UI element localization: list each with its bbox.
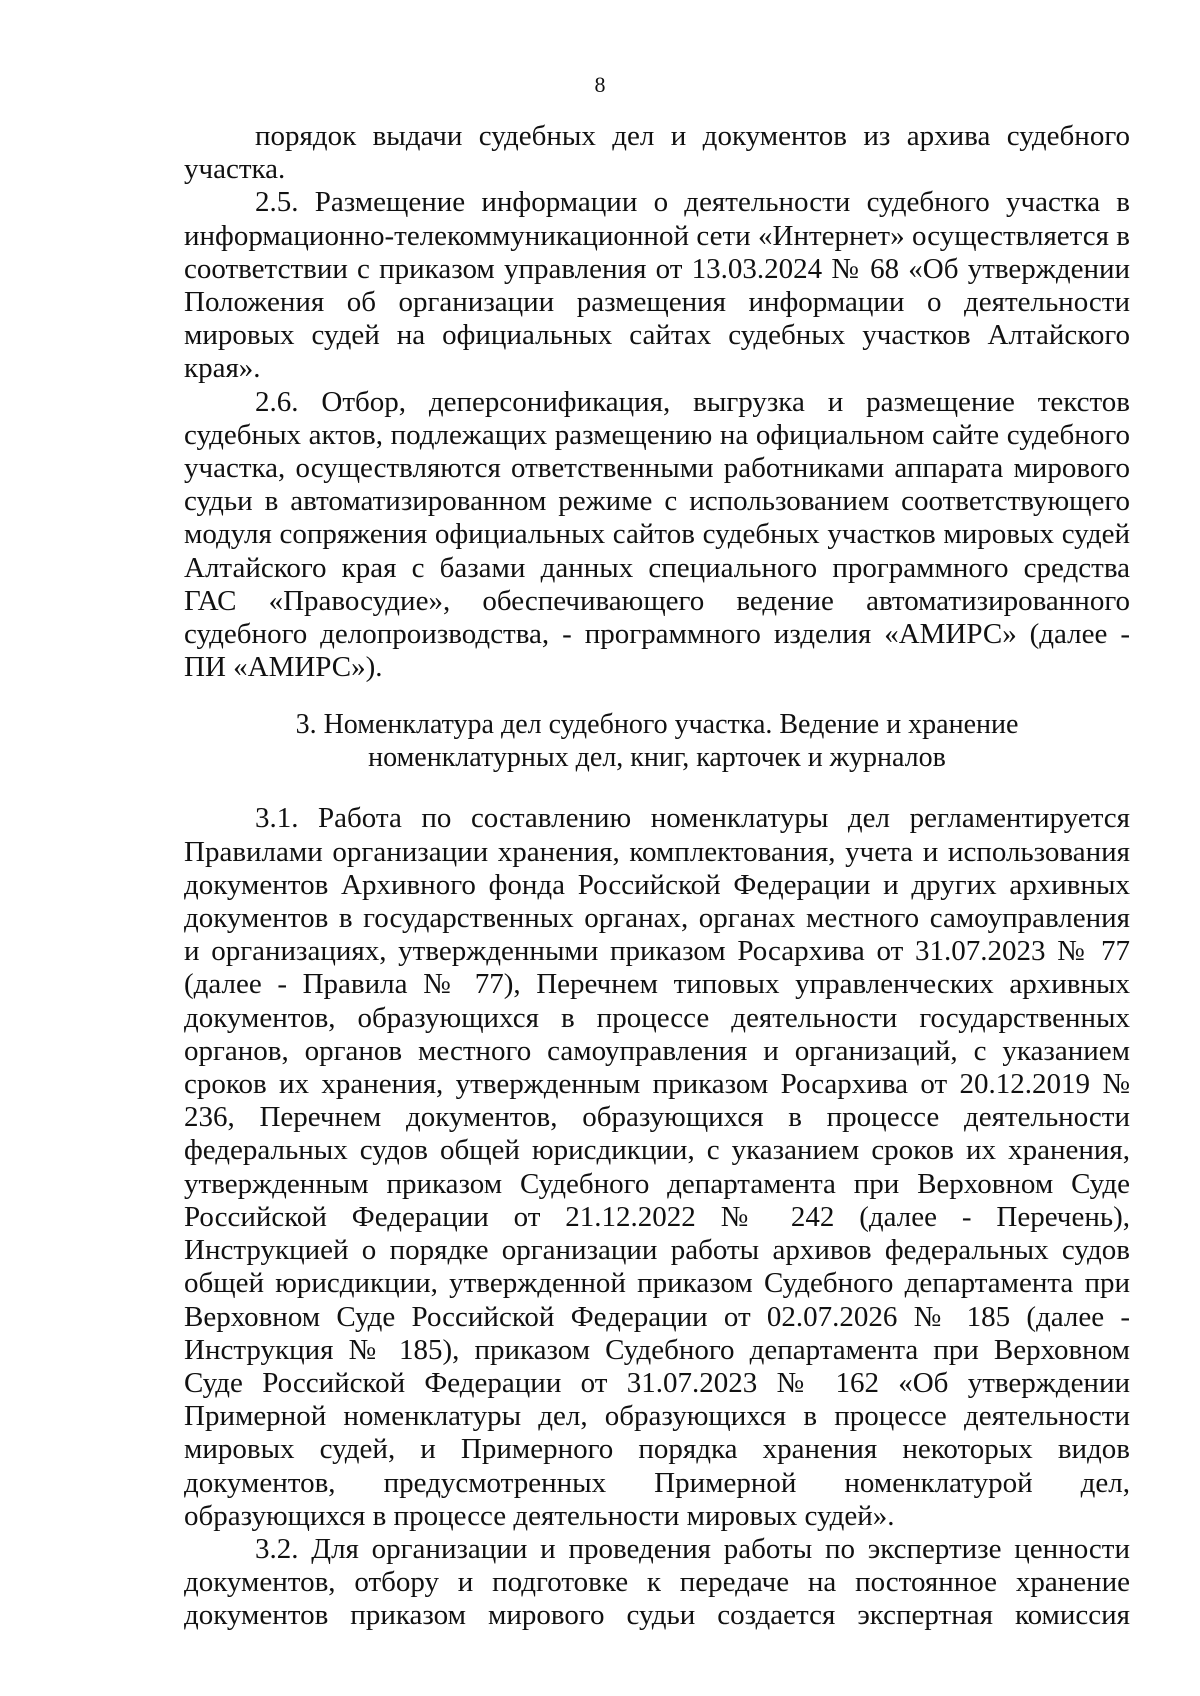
paragraph-2-5: 2.5. Размещение информации о деятельности судебного участка в информационно-телекоммуникационной сети «Интернет» осуществляется в соответствии с приказом управления от 13.03.2024 № 68 «Об утверждении Положения об организации размещения информации о деятельности мировых судей на официальных сайтах судебных участков Алтайского края». xyxy=(184,186,1130,385)
section-heading-line-2: номенклатурных дел, книг, карточек и журналов xyxy=(368,742,946,774)
section-heading-line-1: 3. Номенклатура дел судебного участка. Ведение и хранение xyxy=(295,709,1019,741)
paragraph-continuation: порядок выдачи судебных дел и документов из архива судебного участка. xyxy=(184,120,1130,186)
paragraph-2-6: 2.6. Отбор, деперсонификация, выгрузка и размещение текстов судебных актов, подлежащих размещению на официальном сайте судебного участка, осуществляются ответственными работниками аппарата мирового судьи в автоматизированном режиме с использованием соответствующего модуля сопряжения официальных сайтов судебных участков мировых судей Алтайского края с базами данных специального программного средства ГАС «Правосудие», обеспечивающего ведение автоматизированного судебного делопроизводства, - программного изделия «АМИРС» (далее - ПИ «АМИРС»). xyxy=(184,385,1130,684)
page-number: 8 xyxy=(594,72,606,97)
paragraph-3-1: 3.1. Работа по составлению номенклатуры дел регламентируется Правилами организации хранения, комплектования, учета и использования документов Архивного фонда Российской Федерации и других архивных документов в государственных органах, органах местного самоуправления и организациях, утвержденными приказом Росархива от 31.07.2023 № 77 (далее - Правила № 77), Перечнем типовых управленческих архивных документов, образующихся в процессе деятельности государственных органов, органов местного самоуправления и организаций, с указанием сроков их хранения, утвержденным приказом Росархива от 20.12.2019 № 236, Перечнем документов, образующихся в процессе деятельности федеральных судов общей юрисдикции, с указанием сроков их хранения, утвержденным приказом Судебного департамента при Верховном Суде Российской Федерации от 21.12.2022 № 242 (далее - Перечень), Инструкцией о порядке организации работы архивов федеральных судов общей юрисдикции, утвержденной приказом Судебного департамента при Верховном Суде Российской Федерации от 02.07.2026 № 185 (далее - Инструкция № 185), приказом Судебного департамента при Верховном Суде Российской Федерации от 31.07.2023 № 162 «Об утверждении Примерной номенклатуры дел, образующихся в процессе деятельности мировых судей, и Примерного порядка хранения некоторых видов документов, предусмотренных Примерной номенклатурой дел, образующихся в процессе деятельности мировых судей». xyxy=(184,802,1130,1532)
paragraph-3-2: 3.2. Для организации и проведения работы по экспертизе ценности документов, отбору и подготовке к передаче на постоянное хранение документов приказом мирового судьи создается экспертная комиссия xyxy=(184,1532,1130,1632)
document-body xyxy=(184,120,1130,1633)
section-heading-3 xyxy=(184,708,1130,774)
